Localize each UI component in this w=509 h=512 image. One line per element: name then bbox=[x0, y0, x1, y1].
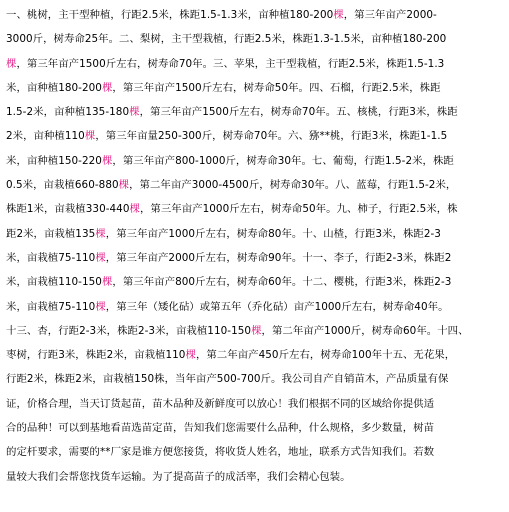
text-segment: 米，亩栽植75-110 bbox=[6, 251, 96, 264]
text-segment: 的定杆要求，需要的**厂家是谁方便您接货，将收货人姓名，地址，联系方式告知我们。若数 bbox=[6, 446, 435, 459]
text-segment: ，第三年亩产800斤左右，树寿命60年。十二、樱桃，行距3米，株距2-3 bbox=[112, 276, 452, 289]
text-segment: ，第三年亩产2000- bbox=[343, 9, 437, 21]
text-segment: 证，价格合理，当天订货起苗，苗木品种及新鲜度可以放心！我们根据不同的区域给你提供适 bbox=[6, 397, 435, 410]
text-segment: ，第三年亩量250-300斤，树寿命70年。六、猕**桃，行距3米，株距1-1.5 bbox=[95, 130, 448, 143]
text-line bbox=[6, 343, 503, 367]
highlighted-unit: 棵 bbox=[333, 9, 344, 21]
text-segment: ，第三年亩产1500斤左右，树寿命70年。三、苹果，主干型栽植，行距2.5米，株距1.5-1.3 bbox=[16, 57, 445, 70]
text-line bbox=[6, 3, 503, 27]
text-segment: 株距1米，亩栽植330-440 bbox=[6, 203, 130, 216]
highlighted-unit: 棵 bbox=[118, 179, 130, 192]
text-segment: ，第三年亩产1000斤左右，树寿命50年。九、柿子，行距2.5米，株 bbox=[139, 203, 458, 216]
text-segment: 米，亩栽植75-110 bbox=[6, 300, 96, 313]
highlighted-unit: 棵 bbox=[6, 57, 17, 70]
highlighted-unit: 棵 bbox=[129, 203, 140, 216]
highlighted-unit: 棵 bbox=[101, 81, 113, 94]
text-line bbox=[6, 246, 503, 270]
text-segment: ，第三年亩产1500斤左右，树寿命50年。四、石榴，行距2.5米，株距 bbox=[112, 81, 441, 94]
text-line bbox=[6, 222, 503, 246]
text-segment: 合的品种！可以到基地看苗选苗定苗，告知我们您需要什么品种，什么规格，多少数量，树苗 bbox=[6, 422, 435, 435]
text-segment: ，第三年亩产1500斤左右，树寿命70年。五、核桃，行距3米，株距 bbox=[139, 106, 458, 119]
text-segment: ，第三年（矮化砧）或第五年（乔化砧）亩产1000斤左右，树寿命40年。 bbox=[105, 300, 449, 313]
text-segment: 3000斤，树寿命25年。二、梨树，主干型栽植，行距2.5米，株距1.3-1.5米，亩种植180-200 bbox=[6, 33, 447, 46]
text-segment: 十三、杏，行距2-3米，株距2-3米，亩栽植110-150 bbox=[6, 324, 252, 337]
text-line bbox=[6, 52, 503, 76]
text-segment: ，第三年亩产2000斤左右，树寿命90年。十一、李子，行距2-3米，株距2 bbox=[105, 251, 452, 264]
text-segment: ，第三年亩产1000斤左右，树寿命80年。十、山楂，行距3米，株距2-3 bbox=[105, 227, 441, 240]
highlighted-unit: 棵 bbox=[101, 276, 113, 289]
text-line bbox=[6, 76, 503, 100]
highlighted-unit: 棵 bbox=[251, 324, 262, 337]
text-line bbox=[6, 392, 503, 416]
text-line bbox=[6, 124, 503, 148]
text-segment: 0.5米，亩栽植660-880 bbox=[6, 179, 119, 192]
text-line bbox=[6, 173, 503, 197]
text-line bbox=[6, 367, 503, 391]
text-segment: ，第二年亩产3000-4500斤，树寿命30年。八、蓝莓，行距1.5-2米， bbox=[129, 179, 457, 192]
text-segment: 一、桃树，主干型种植，行距2.5米，株距1.5-1.3米，亩种植180-200 bbox=[6, 9, 334, 21]
highlighted-unit: 棵 bbox=[95, 300, 106, 313]
text-line bbox=[6, 270, 503, 294]
highlighted-unit: 棵 bbox=[101, 154, 113, 167]
text-line bbox=[6, 465, 503, 489]
highlighted-unit: 棵 bbox=[185, 349, 196, 362]
text-segment: 米，亩种植150-220 bbox=[6, 154, 102, 167]
text-line bbox=[6, 27, 503, 51]
text-segment: 量较大我们会帮您找货车运输。为了提高苗子的成活率，我们会精心包装。 bbox=[6, 470, 351, 483]
text-line bbox=[6, 100, 503, 124]
text-line bbox=[6, 295, 503, 319]
highlighted-unit: 棵 bbox=[84, 130, 96, 143]
highlighted-unit: 棵 bbox=[129, 106, 140, 119]
highlighted-unit: 棵 bbox=[95, 251, 106, 264]
text-segment: 2米，亩种植110 bbox=[6, 130, 85, 143]
text-segment: 距2米，亩栽植135 bbox=[6, 227, 96, 240]
text-line bbox=[6, 197, 503, 221]
text-line bbox=[6, 319, 503, 343]
highlighted-unit: 棵 bbox=[95, 227, 106, 240]
text-segment: 米，亩种植180-200 bbox=[6, 81, 102, 94]
text-segment: 1.5-2米，亩种植135-180 bbox=[6, 106, 130, 119]
text-line bbox=[6, 416, 503, 440]
text-segment: ，第三年亩产800-1000斤，树寿命30年。七、葡萄，行距1.5-2米，株距 bbox=[112, 154, 454, 167]
text-segment: 米，亩栽植110-150 bbox=[6, 276, 102, 289]
text-segment: ，第二年亩产450斤左右，树寿命100年十五、无花果， bbox=[195, 349, 456, 362]
text-segment: 行距2米，株距2米，亩栽植150株，当年亩产500-700斤。我公司自产自销苗木，产品质量有保 bbox=[6, 373, 449, 386]
text-segment: 枣树，行距3米，株距2米，亩栽植110 bbox=[6, 349, 186, 362]
text-segment: ，第二年亩产1000斤，树寿命60年。十四、 bbox=[261, 324, 469, 337]
text-line bbox=[6, 149, 503, 173]
text-line bbox=[6, 440, 503, 464]
